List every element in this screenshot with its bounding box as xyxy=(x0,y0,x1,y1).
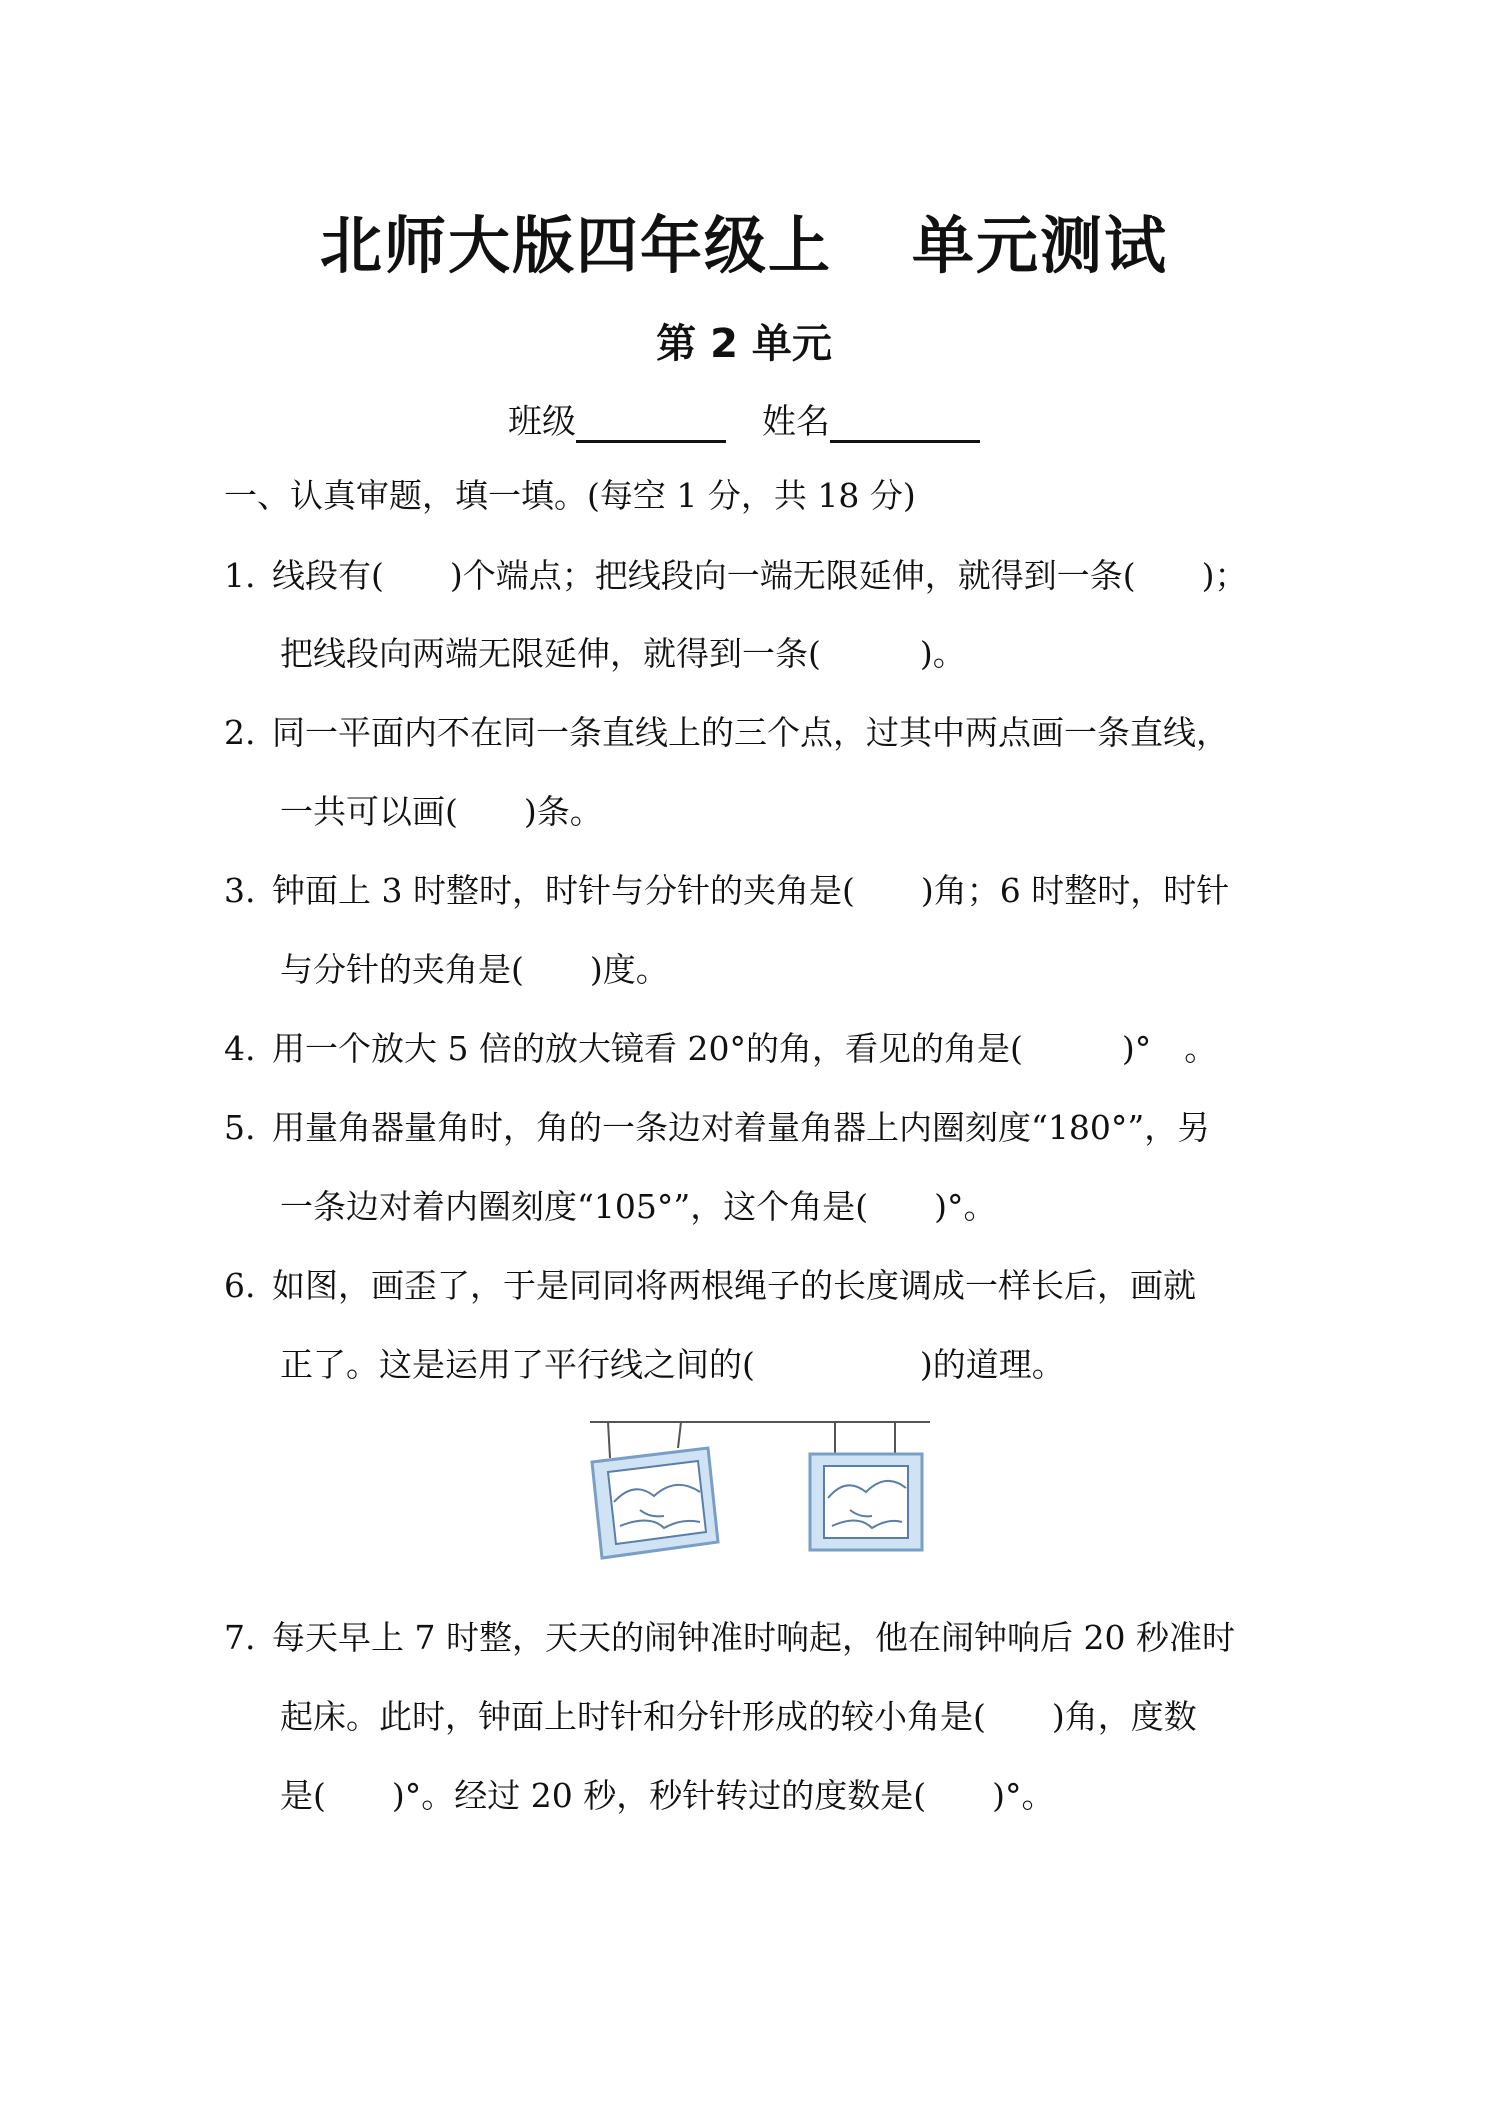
question-text: 每天早上 7 时整，天天的闹钟准时响起，他在闹钟响后 20 秒准时 xyxy=(272,1618,1235,1657)
question-number: 5. xyxy=(224,1108,256,1147)
question-text: 用一个放大 5 倍的放大镜看 20°的角，看见的角是( )° 。 xyxy=(272,1029,1218,1068)
class-label: 班级 xyxy=(508,402,576,442)
question-number: 3. xyxy=(224,871,256,910)
question-text: 钟面上 3 时整时，时针与分针的夹角是( )角；6 时整时，时针 xyxy=(272,871,1230,910)
tilted-picture xyxy=(592,1422,718,1558)
question-1 xyxy=(224,550,1248,597)
question-text: 同一平面内不在同一条直线上的三个点，过其中两点画一条直线， xyxy=(272,713,1229,752)
question-number: 2. xyxy=(224,713,256,752)
question-5 xyxy=(224,1102,1210,1149)
question-number: 7. xyxy=(224,1618,256,1657)
question-4 xyxy=(224,1023,1217,1070)
hanging-pictures-figure xyxy=(580,1410,940,1570)
question-text: 如图，画歪了，于是同同将两根绳子的长度调成一样长后，画就 xyxy=(272,1266,1196,1305)
question-number: 6. xyxy=(224,1266,256,1305)
question-6-continued: 正了。这是运用了平行线之间的( )的道理。 xyxy=(280,1345,1065,1384)
name-label: 姓名 xyxy=(762,402,830,442)
question-3-continued: 与分针的夹角是( )度。 xyxy=(280,950,669,989)
question-6 xyxy=(224,1260,1196,1307)
question-number: 1. xyxy=(224,556,256,595)
unit-subtitle: 第 2 单元 xyxy=(656,321,832,367)
question-number: 4. xyxy=(224,1029,256,1068)
question-7 xyxy=(224,1612,1235,1659)
question-2 xyxy=(224,707,1229,754)
question-7-continued: 起床。此时，钟面上时针和分针形成的较小角是( )角，度数 xyxy=(280,1697,1197,1736)
straight-picture xyxy=(810,1422,922,1550)
title-left: 北师大版四年级上 xyxy=(319,209,832,282)
page-title xyxy=(0,196,1488,285)
class-blank[interactable] xyxy=(576,404,726,443)
question-1-continued: 把线段向两端无限延伸，就得到一条( )。 xyxy=(280,634,966,673)
title-right: 单元测试 xyxy=(912,209,1169,282)
question-5-continued: 一条边对着内圈刻度“105°”，这个角是( )°。 xyxy=(280,1187,997,1226)
question-3 xyxy=(224,865,1229,912)
question-2-continued: 一共可以画( )条。 xyxy=(280,792,603,831)
question-7-continued-2: 是( )°。经过 20 秒，秒针转过的度数是( )°。 xyxy=(280,1776,1055,1815)
name-blank[interactable] xyxy=(830,404,980,443)
question-text: 用量角器量角时，角的一条边对着量角器上内圈刻度“180°”，另 xyxy=(272,1108,1211,1147)
student-info xyxy=(0,394,1488,443)
section-heading: 一、认真审题，填一填。(每空 1 分，共 18 分) xyxy=(224,476,916,515)
question-text: 线段有( )个端点；把线段向一端无限延伸，就得到一条( )； xyxy=(272,556,1248,595)
